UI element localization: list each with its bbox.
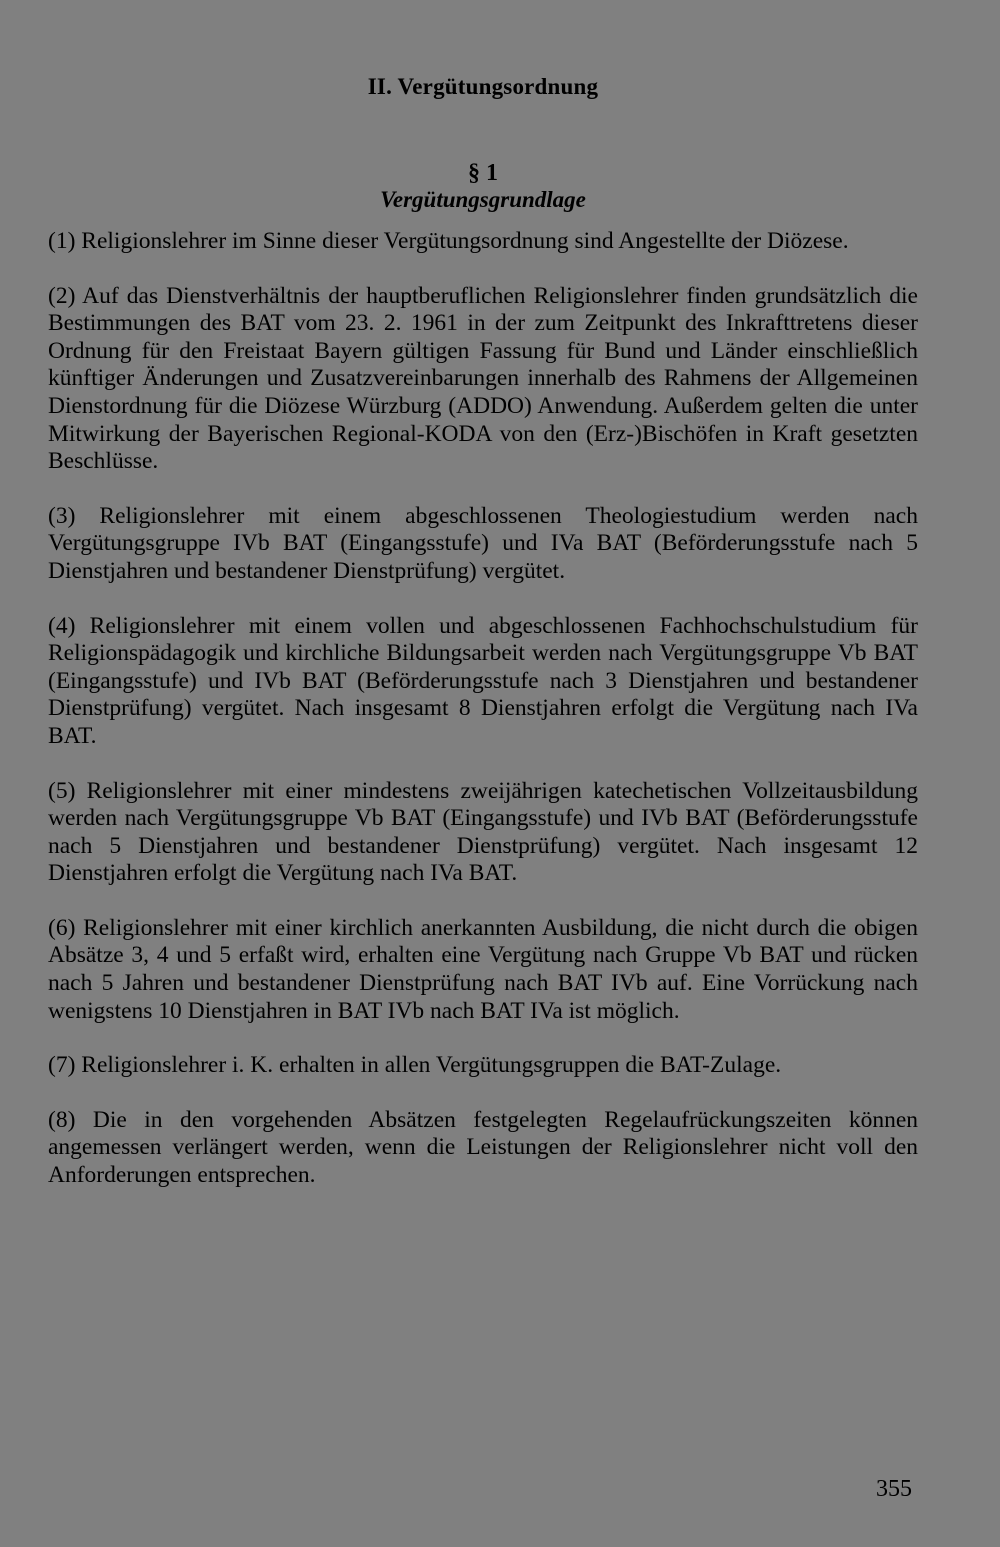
- paragraph-3: (3) Religionslehrer mit einem abgeschlossenen Theologiestudium werden nach Vergütungsgruppe IVb BAT (Eingangsstufe) und IVa BAT (Beförderungsstufe nach 5 Dienstjahren und bestandener Dienstprüfung) vergütet.: [48, 502, 918, 584]
- paragraph-6: (6) Religionslehrer mit einer kirchlich anerkannten Ausbildung, die nicht durch die obigen Absätze 3, 4 und 5 erfaßt wird, erhalten eine Vergütung nach Gruppe Vb BAT und rücken nach 5 Jahren und bestandener Dienstprüfung nach BAT IVb auf. Eine Vorrückung nach wenigstens 10 Dienstjahren in BAT IVb nach BAT IVa ist möglich.: [48, 914, 918, 1024]
- section-number: § 1: [468, 160, 498, 186]
- paragraph-list: [48, 228, 918, 1217]
- paragraph-4: (4) Religionslehrer mit einem vollen und abgeschlossenen Fachhochschulstudium für Religionspädagogik und kirchliche Bildungsarbeit werden nach Vergütungsgruppe Vb BAT (Eingangsstufe) und IVb BAT (Beförderungsstufe nach 3 Dienstjahren und bestandener Dienstprüfung) vergütet. Nach insgesamt 8 Dienstjahren erfolgt die Vergütung nach IVa BAT.: [48, 612, 918, 749]
- page-number: 355: [876, 1476, 912, 1502]
- section-title: Vergütungsgrundlage: [380, 187, 586, 212]
- paragraph-5: (5) Religionslehrer mit einer mindestens zweijährigen katechetischen Vollzeitausbildung werden nach Vergütungsgruppe Vb BAT (Eingangsstufe) und IVb BAT (Beförderungsstufe nach 5 Dienstjahren und bestandener Dienstprüfung) vergütet. Nach insgesamt 12 Dienstjahren erfolgt die Vergütung nach IVa BAT.: [48, 777, 918, 887]
- paragraph-1: (1) Religionslehrer im Sinne dieser Vergütungsordnung sind Angestellte der Diözese.: [48, 228, 849, 254]
- paragraph-7: (7) Religionslehrer i. K. erhalten in allen Vergütungsgruppen die BAT-Zulage.: [48, 1052, 782, 1079]
- paragraph-8: (8) Die in den vorgehenden Absätzen festgelegten Regelaufrückungszeiten können angemessen verlängert werden, wenn die Leistungen der Religionslehrer nicht voll den Anforderungen entsprechen.: [48, 1106, 918, 1189]
- chapter-heading: II. Vergütungsordnung: [367, 74, 599, 99]
- paragraph-2: (2) Auf das Dienstverhältnis der hauptberuflichen Religionslehrer finden grundsätzlich die Bestimmungen des BAT vom 23. 2. 1961 in der zum Zeitpunkt des Inkrafttretens dieser Ordnung für den Freistaat Bayern gültigen Fassung für Bund und Länder einschließlich künftiger Änderungen und Zusatzvereinbarungen innerhalb des Rahmens der Allgemeinen Dienstordnung für die Diözese Würzburg (ADDO) Anwendung. Außerdem gelten die unter Mitwirkung der Bayerischen Regional-KODA von den (Erz-)Bischöfen in Kraft gesetzten Beschlüsse.: [48, 282, 918, 475]
- document-page: [48, 0, 918, 1547]
